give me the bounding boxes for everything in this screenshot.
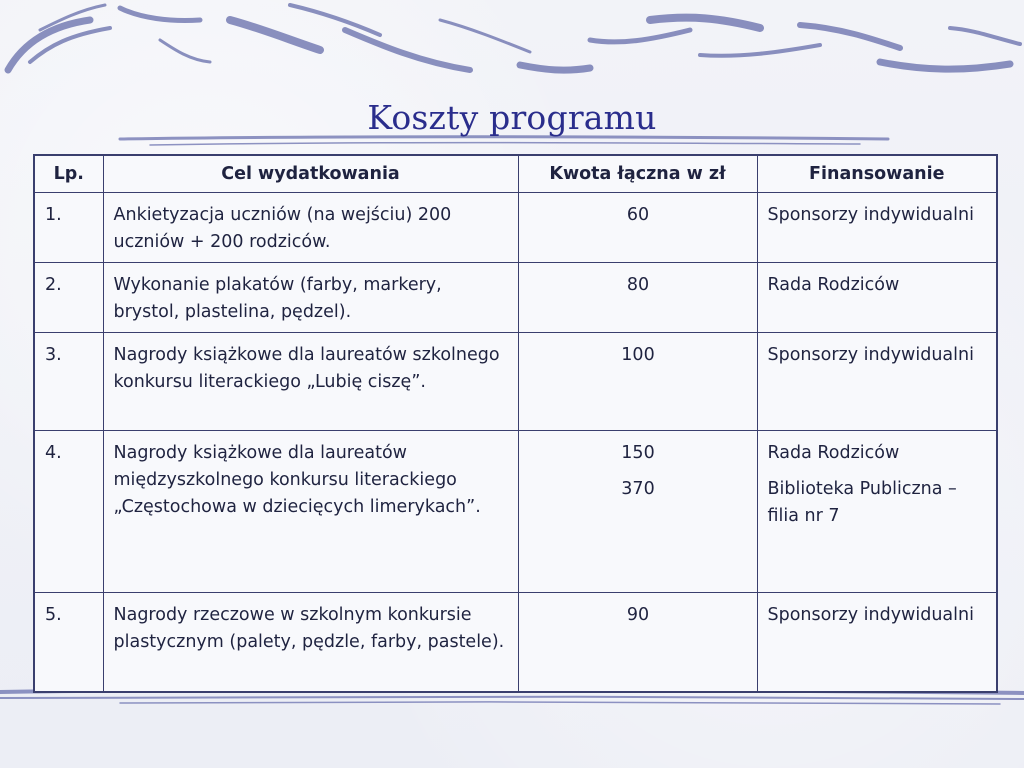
header-lp: Lp.: [34, 155, 103, 193]
header-cel: Cel wydatkowania: [103, 155, 518, 193]
cell-finansowanie: Rada Rodziców: [757, 263, 997, 333]
header-finansowanie: Finansowanie: [757, 155, 997, 193]
cell-kwota: 100: [518, 333, 757, 431]
table-row: [34, 431, 997, 593]
cell-lp: 1.: [34, 193, 103, 263]
cell-lp: 4.: [34, 431, 103, 593]
cell-finansowanie: Sponsorzy indywidualni: [757, 333, 997, 431]
table-row: [34, 193, 997, 263]
cell-finansowanie: Sponsorzy indywidualni: [757, 593, 997, 693]
cell-cel: Wykonanie plakatów (farby, markery, brystol, plastelina, pędzel).: [103, 263, 518, 333]
cell-kwota: 60: [518, 193, 757, 263]
cell-kwota: [518, 431, 757, 593]
cell-lp: 2.: [34, 263, 103, 333]
header-kwota: Kwota łączna w zł: [518, 155, 757, 193]
funding-spacer: [768, 467, 988, 476]
table-row: [34, 263, 997, 333]
cell-lp: 3.: [34, 333, 103, 431]
cell-cel: Ankietyzacja uczniów (na wejściu) 200 uczniów + 200 rodziców.: [103, 193, 518, 263]
table-header-row: [34, 155, 997, 193]
amount-primary: 150: [621, 443, 655, 463]
funding-secondary: Biblioteka Publiczna – filia nr 7: [767, 479, 957, 526]
funding-primary: Rada Rodziców: [767, 443, 900, 463]
costs-table: [33, 154, 998, 693]
cell-finansowanie: [757, 431, 997, 593]
cell-cel: Nagrody książkowe dla laureatów szkolnego konkursu literackiego „Lubię ciszę”.: [103, 333, 518, 431]
amount-spacer: [529, 467, 748, 476]
cell-kwota: 80: [518, 263, 757, 333]
cell-cel: Nagrody książkowe dla laureatów międzyszkolnego konkursu literackiego „Częstochowa w dziecięcych limerykach”.: [103, 431, 518, 593]
amount-secondary: 370: [621, 479, 655, 499]
table-row: [34, 333, 997, 431]
cell-kwota: 90: [518, 593, 757, 693]
cell-finansowanie: Sponsorzy indywidualni: [757, 193, 997, 263]
slide-title: Koszty programu: [367, 98, 657, 137]
cell-cel: Nagrody rzeczowe w szkolnym konkursie plastycznym (palety, pędzle, farby, pastele).: [103, 593, 518, 693]
cell-lp: 5.: [34, 593, 103, 693]
table-row: [34, 593, 997, 693]
